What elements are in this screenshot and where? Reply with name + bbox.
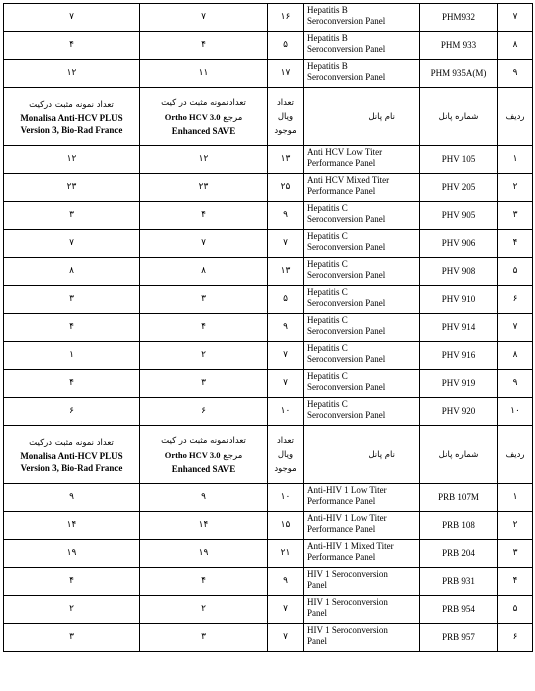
panel-name-line-2: Seroconversion Panel [307, 270, 386, 280]
table-row [4, 342, 533, 370]
table-row [4, 484, 533, 512]
panel-name-line-2: Seroconversion Panel [307, 242, 386, 252]
ortho-positive-count: ۲ [140, 596, 268, 624]
table-row [4, 4, 533, 32]
monalisa-positive-count: ۴ [4, 568, 140, 596]
ortho-positive-count: ۱۴ [140, 512, 268, 540]
panel-name-cell [304, 342, 420, 370]
monalisa-positive-count: ۹ [4, 484, 140, 512]
panel-name-line-2: Performance Panel [307, 186, 376, 196]
monalisa-positive-count: ۱۴ [4, 512, 140, 540]
table-row [4, 314, 533, 342]
vial-count: ۵ [268, 286, 304, 314]
vial-count: ۲۱ [268, 540, 304, 568]
panel-name-line-1: Anti-HIV 1 Low Titer [307, 485, 387, 495]
vial-count: ۵ [268, 32, 304, 60]
panel-name-cell [304, 624, 420, 652]
ortho-positive-count: ۷ [140, 4, 268, 32]
header-row [4, 426, 533, 484]
header-row-index: ردیف [498, 88, 533, 146]
header-monalisa [4, 426, 140, 484]
row-index: ۲ [498, 512, 533, 540]
row-index: ۵ [498, 258, 533, 286]
header-ortho-line-2 [143, 110, 264, 125]
header-panel-name: نام پانل [304, 426, 420, 484]
row-index: ۳ [498, 202, 533, 230]
row-index: ۳ [498, 540, 533, 568]
monalisa-positive-count: ۱۹ [4, 540, 140, 568]
panel-code: PHV 919 [420, 370, 498, 398]
panel-name-line-2: Seroconversion Panel [307, 72, 386, 82]
panel-name-cell [304, 258, 420, 286]
panel-name-line-1: Hepatitis C [307, 371, 348, 381]
row-index: ۹ [498, 370, 533, 398]
header-ortho [140, 88, 268, 146]
header-panel-name: نام پانل [304, 88, 420, 146]
vial-count: ۱۰ [268, 398, 304, 426]
header-vial-count [268, 88, 304, 146]
ortho-positive-count: ۴ [140, 202, 268, 230]
table-row [4, 146, 533, 174]
panel-code: PHV 920 [420, 398, 498, 426]
header-ortho-en-2: Enhanced SAVE [171, 126, 236, 136]
panel-name-cell [304, 286, 420, 314]
panel-name-line-2: Seroconversion Panel [307, 410, 386, 420]
panel-name-line-1: Hepatitis C [307, 315, 348, 325]
panel-code: PHV 908 [420, 258, 498, 286]
row-index: ۱ [498, 146, 533, 174]
monalisa-positive-count: ۱۲ [4, 60, 140, 88]
row-index: ۷ [498, 4, 533, 32]
panel-code: PRB 108 [420, 512, 498, 540]
table-row [4, 60, 533, 88]
vial-count: ۱۰ [268, 484, 304, 512]
vial-count: ۹ [268, 202, 304, 230]
row-index: ۴ [498, 230, 533, 258]
table-row [4, 596, 533, 624]
panel-code: PHM 935A(M) [420, 60, 498, 88]
panel-code: PHV 105 [420, 146, 498, 174]
header-vial-count-fa: تعداد ویال [276, 435, 295, 460]
panel-code: PHV 205 [420, 174, 498, 202]
panel-code: PHV 905 [420, 202, 498, 230]
monalisa-positive-count: ۴ [4, 32, 140, 60]
vial-count: ۷ [268, 596, 304, 624]
header-vial-count [268, 426, 304, 484]
vial-count: ۹ [268, 314, 304, 342]
panel-name-line-1: HIV 1 Seroconversion [307, 625, 388, 635]
header-monalisa-en: Monalisa Anti-HCV PLUS [20, 112, 123, 123]
table-row [4, 32, 533, 60]
ortho-positive-count: ۴ [140, 314, 268, 342]
monalisa-positive-count: ۱۲ [4, 146, 140, 174]
vial-count: ۲۵ [268, 174, 304, 202]
table-row [4, 370, 533, 398]
vial-count: ۷ [268, 342, 304, 370]
monalisa-positive-count: ۳ [4, 286, 140, 314]
vial-count: ۱۷ [268, 60, 304, 88]
panel-name-line-1: Anti HCV Low Titer [307, 147, 383, 157]
row-index: ۱۰ [498, 398, 533, 426]
ortho-positive-count: ۱۲ [140, 146, 268, 174]
panel-code: PRB 954 [420, 596, 498, 624]
header-ortho-fa-2: مرجع [223, 113, 243, 123]
panel-name-line-2: Performance Panel [307, 524, 376, 534]
ortho-positive-count: ۶ [140, 398, 268, 426]
panel-name-line-1: HIV 1 Seroconversion [307, 597, 388, 607]
panel-name-cell [304, 370, 420, 398]
panel-name-cell [304, 484, 420, 512]
row-index: ۸ [498, 342, 533, 370]
panel-name-line-1: HIV 1 Seroconversion [307, 569, 388, 579]
panel-code: PRB 204 [420, 540, 498, 568]
row-index: ۶ [498, 286, 533, 314]
table-row [4, 174, 533, 202]
panel-name-line-2: Panel [307, 608, 327, 618]
ortho-positive-count: ۷ [140, 230, 268, 258]
ortho-positive-count: ۳ [140, 624, 268, 652]
panel-name-line-1: Hepatitis C [307, 231, 348, 241]
row-index: ۵ [498, 596, 533, 624]
header-vial-count-fa-2: موجود [274, 125, 297, 136]
header-row-index: ردیف [498, 426, 533, 484]
vial-count: ۷ [268, 624, 304, 652]
vial-count: ۱۳ [268, 258, 304, 286]
panel-table-document [3, 3, 532, 652]
ortho-positive-count: ۸ [140, 258, 268, 286]
ortho-positive-count: ۲۳ [140, 174, 268, 202]
panel-code: PRB 957 [420, 624, 498, 652]
ortho-positive-count: ۱۱ [140, 60, 268, 88]
panel-name-line-1: Anti-HIV 1 Mixed Titer [307, 541, 394, 551]
table-row [4, 202, 533, 230]
panel-name-line-1: Hepatitis B [307, 61, 348, 71]
vial-count: ۷ [268, 370, 304, 398]
panel-name-cell [304, 512, 420, 540]
header-row [4, 88, 533, 146]
panel-code: PRB 107M [420, 484, 498, 512]
header-monalisa-en-2: Version 3, Bio-Rad France [20, 124, 123, 135]
panel-name-line-1: Anti-HIV 1 Low Titer [307, 513, 387, 523]
header-monalisa-en-2: Version 3, Bio-Rad France [20, 462, 123, 473]
panel-name-line-2: Seroconversion Panel [307, 298, 386, 308]
table-row [4, 568, 533, 596]
panel-name-line-1: Hepatitis B [307, 5, 348, 15]
panel-name-line-2: Performance Panel [307, 552, 376, 562]
ortho-positive-count: ۲ [140, 342, 268, 370]
header-panel-code: شماره پانل [420, 88, 498, 146]
table-row [4, 230, 533, 258]
panel-code: PHV 910 [420, 286, 498, 314]
row-index: ۷ [498, 314, 533, 342]
vial-count: ۱۳ [268, 146, 304, 174]
panel-name-line-2: Seroconversion Panel [307, 214, 386, 224]
monalisa-positive-count: ۴ [4, 370, 140, 398]
table-row [4, 512, 533, 540]
panel-name-cell [304, 32, 420, 60]
header-ortho [140, 426, 268, 484]
panel-code: PHV 916 [420, 342, 498, 370]
row-index: ۹ [498, 60, 533, 88]
ortho-positive-count: ۳ [140, 286, 268, 314]
panel-name-line-2: Seroconversion Panel [307, 44, 386, 54]
ortho-positive-count: ۹ [140, 484, 268, 512]
panel-name-line-1: Hepatitis C [307, 399, 348, 409]
panel-name-cell [304, 146, 420, 174]
ortho-positive-count: ۴ [140, 568, 268, 596]
row-index: ۲ [498, 174, 533, 202]
panel-name-cell [304, 596, 420, 624]
monalisa-positive-count: ۷ [4, 4, 140, 32]
vial-count: ۱۶ [268, 4, 304, 32]
panel-name-line-2: Seroconversion Panel [307, 16, 386, 26]
panel-code: PHV 914 [420, 314, 498, 342]
panel-table [3, 3, 533, 652]
row-index: ۴ [498, 568, 533, 596]
table-row [4, 258, 533, 286]
header-ortho-en-2: Enhanced SAVE [171, 464, 236, 474]
ortho-positive-count: ۱۹ [140, 540, 268, 568]
panel-name-line-1: Hepatitis C [307, 259, 348, 269]
header-monalisa-en: Monalisa Anti-HCV PLUS [20, 450, 123, 461]
panel-name-cell [304, 230, 420, 258]
table-row [4, 398, 533, 426]
panel-code: PHM 933 [420, 32, 498, 60]
monalisa-positive-count: ۸ [4, 258, 140, 286]
panel-name-cell [304, 314, 420, 342]
row-index: ۱ [498, 484, 533, 512]
ortho-positive-count: ۴ [140, 32, 268, 60]
panel-name-cell [304, 202, 420, 230]
panel-name-cell [304, 398, 420, 426]
ortho-positive-count: ۳ [140, 370, 268, 398]
panel-code: PRB 931 [420, 568, 498, 596]
header-monalisa [4, 88, 140, 146]
header-panel-code: شماره پانل [420, 426, 498, 484]
header-monalisa-fa: تعداد نمونه مثبت درکیت [29, 99, 114, 110]
vial-count: ۹ [268, 568, 304, 596]
table-row [4, 286, 533, 314]
header-ortho-fa: تعدادنمونه مثبت در کیت [161, 436, 246, 446]
panel-name-line-2: Seroconversion Panel [307, 326, 386, 336]
monalisa-positive-count: ۳ [4, 624, 140, 652]
row-index: ۸ [498, 32, 533, 60]
panel-name-line-1: Hepatitis C [307, 203, 348, 213]
monalisa-positive-count: ۲ [4, 596, 140, 624]
panel-name-line-1: Hepatitis C [307, 287, 348, 297]
monalisa-positive-count: ۱ [4, 342, 140, 370]
header-vial-count-fa: تعداد ویال [276, 97, 295, 122]
monalisa-positive-count: ۳ [4, 202, 140, 230]
panel-table-body [4, 4, 533, 652]
panel-name-cell [304, 540, 420, 568]
monalisa-positive-count: ۶ [4, 398, 140, 426]
header-ortho-en: Ortho HCV 3.0 [164, 112, 221, 122]
panel-name-cell [304, 4, 420, 32]
panel-name-line-2: Panel [307, 636, 327, 646]
table-row [4, 540, 533, 568]
panel-name-cell [304, 174, 420, 202]
panel-name-line-1: Anti HCV Mixed Titer [307, 175, 390, 185]
panel-name-line-2: Seroconversion Panel [307, 382, 386, 392]
panel-name-cell [304, 568, 420, 596]
monalisa-positive-count: ۷ [4, 230, 140, 258]
header-ortho-en: Ortho HCV 3.0 [164, 450, 221, 460]
panel-name-line-1: Hepatitis B [307, 33, 348, 43]
panel-name-line-2: Performance Panel [307, 496, 376, 506]
panel-code: PHM932 [420, 4, 498, 32]
panel-name-line-1: Hepatitis C [307, 343, 348, 353]
table-row [4, 624, 533, 652]
header-vial-count-fa-2: موجود [274, 463, 297, 474]
vial-count: ۷ [268, 230, 304, 258]
header-ortho-fa: تعدادنمونه مثبت در کیت [161, 98, 246, 108]
row-index: ۶ [498, 624, 533, 652]
panel-name-line-2: Panel [307, 580, 327, 590]
panel-name-line-2: Seroconversion Panel [307, 354, 386, 364]
monalisa-positive-count: ۴ [4, 314, 140, 342]
header-ortho-fa-2: مرجع [223, 451, 243, 461]
panel-name-line-2: Performance Panel [307, 158, 376, 168]
header-monalisa-fa: تعداد نمونه مثبت درکیت [29, 437, 114, 448]
monalisa-positive-count: ۲۳ [4, 174, 140, 202]
header-ortho-line-2 [143, 448, 264, 463]
panel-code: PHV 906 [420, 230, 498, 258]
vial-count: ۱۵ [268, 512, 304, 540]
panel-name-cell [304, 60, 420, 88]
